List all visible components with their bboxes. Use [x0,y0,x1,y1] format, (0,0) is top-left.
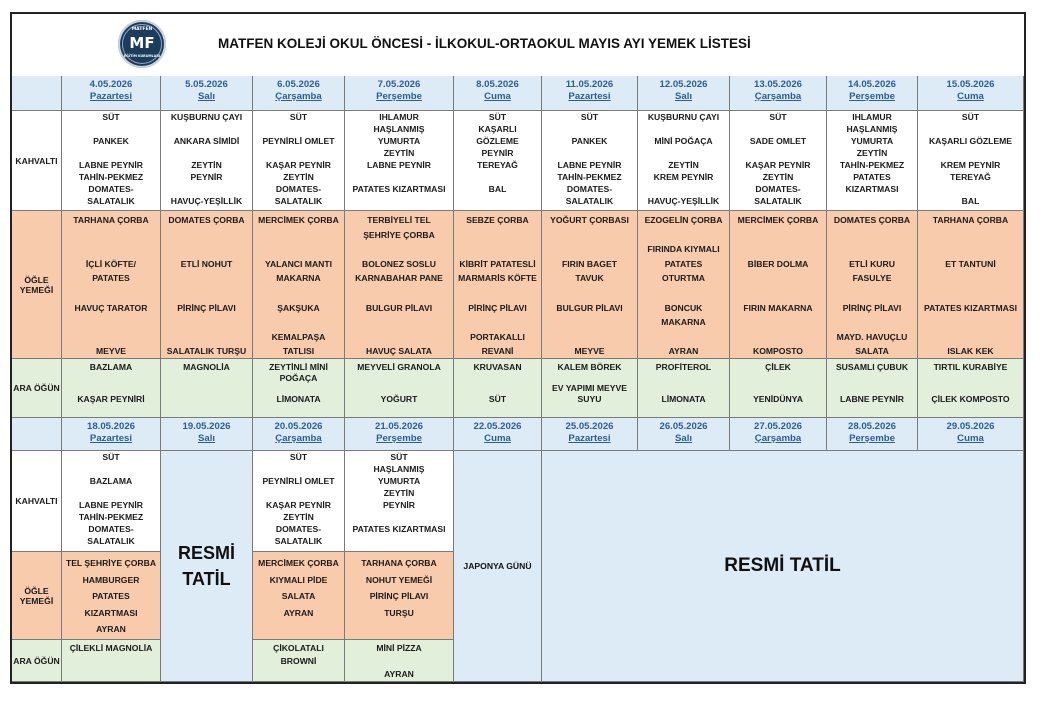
menu-item: ÇİKOLATALI [273,643,324,653]
menu-item: FIRIN BAGET [562,258,617,269]
menu-item: HAVUÇ-YEŞİLLİK [647,196,720,206]
menu-item: PATATES [853,172,891,182]
weekday-label: Pazartesi [568,91,611,102]
menu-item: PİRİNÇ PİLAVI [468,302,527,313]
menu-item: MAYD. HAVUÇLU [836,331,908,342]
menu-item: FIRINDA KIYMALI [647,244,720,255]
menu-item: POĞAÇA [279,372,318,383]
date-label: 14.05.2026 [847,79,896,90]
menu-item: ZEYTİN [668,160,699,170]
menu-item: SÜT [289,112,308,122]
menu-item: MERCİMEK ÇORBA [258,558,339,568]
date-label: 29.05.2026 [946,421,995,432]
menu-item: TATLISI [282,346,315,357]
menu-item: IHLAMUR [852,112,892,122]
menu-item: DOMATES- [275,524,322,534]
menu-item: SÜT [769,112,787,122]
ara-cell [638,359,730,418]
menu-item: EV YAPIMI MEYVE [552,383,627,394]
menu-item: BONCUK [664,302,703,313]
date-label: 4.05.2026 [89,79,133,90]
menu-item: HAŞLANMIŞ [846,124,898,134]
menu-item: BULGUR PİLAVI [556,302,623,313]
menu-item: DOMATES ÇORBA [833,215,911,225]
weekday-label: Perşembe [376,91,422,102]
kahvalti-cell [730,111,827,211]
menu-item: PEYNİR [190,172,223,182]
weekday-label: Pazartesi [89,433,133,444]
menu-item: ETLİ KURU [849,258,895,269]
menu-item: SUSAMLI ÇUBUK [835,362,909,372]
weekday-label: Çarşamba [275,91,322,102]
menu-item: OTURTMA [662,273,705,284]
date-header [542,418,638,451]
menu-item: KAŞAR PEYNİRİ [77,393,145,404]
date-header [730,418,827,451]
menu-item: HAMBURGER [82,574,140,585]
menu-item: PATATES [92,273,130,284]
ara-cell [345,359,454,418]
menu-item: TARHANA ÇORBA [932,215,1009,225]
kahvalti-cell [454,111,542,211]
date-label: 15.05.2026 [946,79,995,90]
menu-item: AYRAN [283,607,314,618]
menu-item: PANKEK [93,136,129,146]
menu-item: ZEYTİN [283,512,314,522]
ara-cell [345,640,454,682]
menu-item: AYRAN [384,669,414,679]
menu-item: SÜT [488,112,507,122]
date-header [638,76,730,111]
menu-item: ÇİLEK KOMPOSTO [931,393,1010,404]
menu-item: SEBZE ÇORBA [466,215,529,225]
menu-item: FIRIN MAKARNA [743,302,813,313]
menu-item: YUMURTA [377,476,421,486]
menu-item: BAL [488,184,507,194]
date-label: 28.05.2026 [847,421,896,432]
menu-item: KREM PEYNİR [940,160,1001,170]
menu-item: MAKARNA [661,317,706,328]
date-header [918,418,1024,451]
menu-item: TAHİN-PEKMEZ [78,172,144,182]
menu-item: KARNABAHAR PANE [355,273,443,284]
ara-cell [161,359,253,418]
menu-item: PEYNİR [481,148,514,158]
menu-item: MAGNOLİA [183,362,230,372]
menu-item: KIZARTMASI [84,607,138,618]
menu-item: SÜT [390,452,408,462]
menu-item: SÜT [961,112,980,122]
menu-item: LABNE PEYNİR [79,160,143,170]
logo-mark: MF [129,34,155,52]
date-header [454,418,542,451]
menu-item: KAŞARLI GÖZLEME [928,136,1013,146]
menu-item: KAŞAR PEYNİR [266,160,331,170]
row-label-kahvalti: KAHVALTI [12,111,62,211]
menu-item: LİMONATA [276,393,321,404]
menu-item: MAKARNA [276,273,321,284]
date-label: 11.05.2026 [565,79,614,90]
menu-item: MİNİ PİZZA [376,643,422,653]
row-label-ara: ARA ÖĞÜN [12,359,62,418]
menu-item: PANKEK [571,136,608,146]
menu-item: YOĞURT [380,393,418,404]
menu-item: SADE OMLET [749,136,807,146]
ogle-cell [62,552,161,640]
kahvalti-cell [542,111,638,211]
weekday-label: Cuma [484,433,511,444]
ara-cell [62,359,161,418]
menu-item: SALATALIK [565,196,614,206]
menu-item: PEYNİR [383,500,415,510]
date-label: 6.05.2026 [277,79,320,90]
menu-item: BULGUR PİLAVI [365,302,433,313]
menu-item: MEYVELİ GRANOLA [357,362,441,372]
menu-item: TAVUK [575,273,604,284]
menu-item: ŞAKŞUKA [277,302,320,313]
menu-item: TAHİN-PEKMEZ [78,512,144,522]
holiday-text: RESMİ [177,543,235,563]
date-header [253,418,345,451]
date-label: 27.05.2026 [753,421,802,432]
menu-item: ISLAK KEK [947,346,994,357]
menu-item: LABNE PEYNİR [557,160,622,170]
menu-item: KAŞAR PEYNİR [266,500,331,510]
menu-sheet [10,12,1026,684]
menu-item: SALATALIK TURŞU [166,346,247,357]
menu-item: LABNE PEYNİR [367,160,431,170]
menu-item: ZEYTİN [856,148,888,158]
menu-item: PATATES KIZARTMASI [924,302,1017,313]
holiday-cell [161,451,253,682]
ogle-cell [345,552,454,640]
menu-item: TAHİN-PEKMEZ [839,160,905,170]
menu-item: BAL [961,196,980,206]
menu-item: SALATALIK [274,196,323,206]
row-label-ara: ARA ÖĞÜN [12,640,62,682]
weekday-label: Salı [197,91,216,102]
menu-item: TIRTIL KURABİYE [933,362,1008,372]
ara-cell [730,359,827,418]
date-label: 8.05.2026 [476,79,519,90]
kahvalti-cell [345,111,454,211]
menu-item: DOMATES- [88,524,134,534]
sheet-header [12,14,1024,77]
kahvalti-cell [253,451,345,552]
corner-cell [12,418,62,451]
menu-item: HAVUÇ TARATOR [74,302,148,313]
weekday-label: Cuma [957,91,984,102]
menu-item: ET TANTUNİ [945,258,996,269]
date-header [345,418,454,451]
menu-item: HAŞLANMIŞ [373,124,425,134]
menu-item: TEL ŞEHRİYE ÇORBA [65,558,157,568]
weekday-label: Cuma [957,433,984,444]
ogle-cell [253,552,345,640]
menu-item: YALANCI MANTI [265,258,332,269]
menu-item: YUMURTA [377,136,421,146]
menu-item: DOMATES ÇORBA [168,215,245,225]
school-logo [118,20,166,68]
menu-item: DOMATES- [566,184,613,194]
menu-item: TERBİYELİ TEL [367,215,431,225]
menu-item: BAZLAMA [89,476,133,486]
ogle-cell [638,211,730,359]
menu-item: MERCİMEK ÇORBA [737,215,819,225]
menu-item: KAŞAR PEYNİR [745,160,811,170]
menu-item: SALATA [855,346,889,357]
menu-item: DOMATES- [755,184,801,194]
ara-cell [253,359,345,418]
menu-item: ZEYTİN [383,488,415,498]
weekday-label: Salı [674,91,693,102]
menu-item: KAŞARLI [478,124,517,134]
menu-item: BAZLAMA [89,362,133,372]
menu-item: TAHİN-PEKMEZ [557,172,622,182]
date-header [542,76,638,111]
menu-item: MEYVE [574,346,605,357]
menu-item: PATATES KIZARTMASI [352,524,446,534]
date-label: 19.05.2026 [182,421,231,432]
date-header [827,418,918,451]
menu-item: PEYNİRLİ OMLET [262,476,335,486]
kahvalti-cell [345,451,454,552]
page-title: MATFEN KOLEJİ OKUL ÖNCESİ - İLKOKUL-ORTAOKUL MAYIS AYI YEMEK LİSTESİ [218,36,751,51]
menu-item: ANKARA SİMİDİ [173,136,240,146]
menu-item: TARHANA ÇORBA [361,558,437,568]
menu-item: YENİDÜNYA [753,393,803,404]
date-header [454,76,542,111]
date-label: 13.05.2026 [753,79,802,90]
date-header [253,76,345,111]
ogle-cell [62,211,161,359]
ogle-cell [827,211,918,359]
holiday-text: TATİL [182,569,231,589]
kahvalti-cell [918,111,1024,211]
menu-item: BOLONEZ SOSLU [361,258,436,269]
menu-item: YUMURTA [850,136,894,146]
ara-cell [542,359,638,418]
menu-item: PROFİTEROL [655,362,712,372]
menu-item: FASULYE [852,273,892,284]
weekday-label: Pazartesi [568,433,611,444]
date-header [161,418,253,451]
ogle-cell [345,211,454,359]
date-header [345,76,454,111]
menu-item: SALATALIK [274,536,323,546]
date-label: 20.05.2026 [274,421,323,432]
kahvalti-cell [638,111,730,211]
menu-item: LABNE PEYNİR [79,500,143,510]
date-label: 7.05.2026 [377,79,421,90]
ara-cell [62,640,161,682]
weekday-label: Perşembe [849,433,895,444]
date-label: 12.05.2026 [659,79,708,90]
corner-cell [12,76,62,111]
menu-item: PİRİNÇ PİLAVI [177,302,236,313]
menu-item: TEREYAĞ [477,160,518,170]
menu-item: ÇİLEKLİ MAGNOLİA [69,643,153,653]
weekday-label: Cuma [484,91,511,102]
menu-item: YOĞURT ÇORBASI [550,215,629,225]
menu-item: BROWNİ [280,656,317,666]
date-header [638,418,730,451]
menu-item: KOMPOSTO [753,346,803,357]
menu-item: MARMARİS KÖFTE [458,273,537,284]
menu-item: ZEYTİN [283,172,314,182]
menu-item: SÜT [289,452,308,462]
menu-item: LİMONATA [661,393,706,404]
menu-item: KIYMALI PİDE [269,574,328,585]
menu-item: REVANİ [481,346,514,357]
menu-item: TURŞU [384,607,414,618]
menu-item: KİBRİT PATATESLİ [459,258,536,269]
weekday-label: Salı [197,433,216,444]
menu-item: ZEYTİN [191,160,222,170]
menu-item: PİRİNÇ PİLAVI [842,302,902,313]
menu-item: KALEM BÖREK [557,362,622,372]
menu-item: AYRAN [96,624,126,634]
menu-item: ETLİ NOHUT [180,258,233,269]
date-header [161,76,253,111]
weekday-label: Çarşamba [754,433,802,444]
menu-item: ZEYTİN [762,172,794,182]
menu-item: KUŞBURNU ÇAYI [170,112,243,122]
ara-cell [918,359,1024,418]
kahvalti-cell [62,451,161,552]
menu-item: ZEYTİNLİ MİNİ [269,362,328,372]
weekday-label: Çarşamba [754,91,802,102]
menu-item: BİBER DOLMA [747,258,809,269]
menu-item: SALATALIK [87,196,135,206]
menu-item: KUŞBURNU ÇAYI [647,112,720,122]
menu-item: MİNİ POĞAÇA [654,136,713,146]
menu-item: GÖZLEME [476,136,519,146]
kahvalti-cell [253,111,345,211]
menu-item: KIZARTMASI [845,184,899,194]
menu-item: LABNE PEYNİR [840,393,904,404]
menu-item: SÜT [580,112,599,122]
menu-item: SALATALIK [754,196,802,206]
logo-top-text: MATFEN [131,27,153,32]
holiday-cell: RESMİ TATİL [542,451,1024,682]
menu-item: KREM PEYNİR [653,172,714,182]
weekday-label: Pazartesi [89,91,133,102]
date-header [62,76,161,111]
menu-item: DOMATES- [275,184,322,194]
date-header [730,76,827,111]
menu-item: PİRİNÇ PİLAVI [369,591,429,601]
menu-item: ÇİLEK [765,362,791,372]
menu-item: DOMATES- [88,184,134,194]
menu-item: ŞEHRİYE ÇORBA [363,229,435,240]
menu-item: ZEYTİN [383,148,415,158]
menu-item: PATATES KIZARTMASI [352,184,446,194]
ara-cell [253,640,345,682]
menu-item: EZOGELİN ÇORBA [644,215,723,225]
kahvalti-cell [62,111,161,211]
weekday-label: Perşembe [376,433,422,444]
menu-item: HAVUÇ-YEŞİLLİK [170,196,243,206]
menu-item: PEYNİRLİ OMLET [262,136,335,146]
menu-item: IHLAMUR [379,112,419,122]
menu-item: SALATA [281,591,316,601]
ara-cell [454,359,542,418]
menu-item: SÜT [102,452,120,462]
menu-item: PORTAKALLI [470,331,525,342]
kahvalti-cell [161,111,253,211]
weekday-label: Salı [674,433,693,444]
menu-item: HAŞLANMIŞ [373,464,425,474]
date-header [918,76,1024,111]
ogle-cell [730,211,827,359]
menu-item: SÜT [102,112,120,122]
menu-item: MERCİMEK ÇORBA [258,215,339,225]
menu-item: SALATALIK [87,536,135,546]
menu-item: TARHANA ÇORBA [73,215,149,225]
menu-item: MEYVE [95,346,127,357]
menu-item: TEREYAĞ [950,172,991,182]
menu-item: SÜT [488,393,507,404]
menu-item: NOHUT YEMEĞİ [365,574,433,585]
menu-item: İÇLİ KÖFTE/ [85,258,137,269]
date-label: 25.05.2026 [565,421,614,432]
date-label: 26.05.2026 [659,421,708,432]
ogle-cell [542,211,638,359]
row-label-ogle: ÖĞLE YEMEĞİ [12,211,62,359]
menu-item: PATATES [664,258,703,269]
ogle-cell [918,211,1024,359]
weekday-label: Çarşamba [275,433,322,444]
date-label: 18.05.2026 [86,421,135,432]
weekday-label: Perşembe [849,91,895,102]
menu-item: AYRAN [668,346,699,357]
menu-item: KRUVASAN [473,362,522,372]
date-label: 22.05.2026 [473,421,522,432]
ogle-cell [253,211,345,359]
row-label-kahvalti: KAHVALTI [12,451,62,552]
date-header [827,76,918,111]
ara-cell [827,359,918,418]
menu-item: HAVUÇ SALATA [366,346,432,357]
menu-item: PATATES [92,591,130,601]
date-label: 5.05.2026 [185,79,228,90]
ogle-cell [454,211,542,359]
date-header [62,418,161,451]
menu-item: SUYU [577,393,602,404]
kahvalti-cell [827,111,918,211]
japan-day-cell: JAPONYA GÜNÜ [454,451,542,682]
menu-item: KEMALPAŞA [271,331,326,342]
ogle-cell [161,211,253,359]
logo-bottom-text: EĞİTİM KURUMLARI [123,54,161,58]
row-label-ogle: ÖĞLE YEMEĞİ [12,552,62,640]
date-label: 21.05.2026 [374,421,423,432]
